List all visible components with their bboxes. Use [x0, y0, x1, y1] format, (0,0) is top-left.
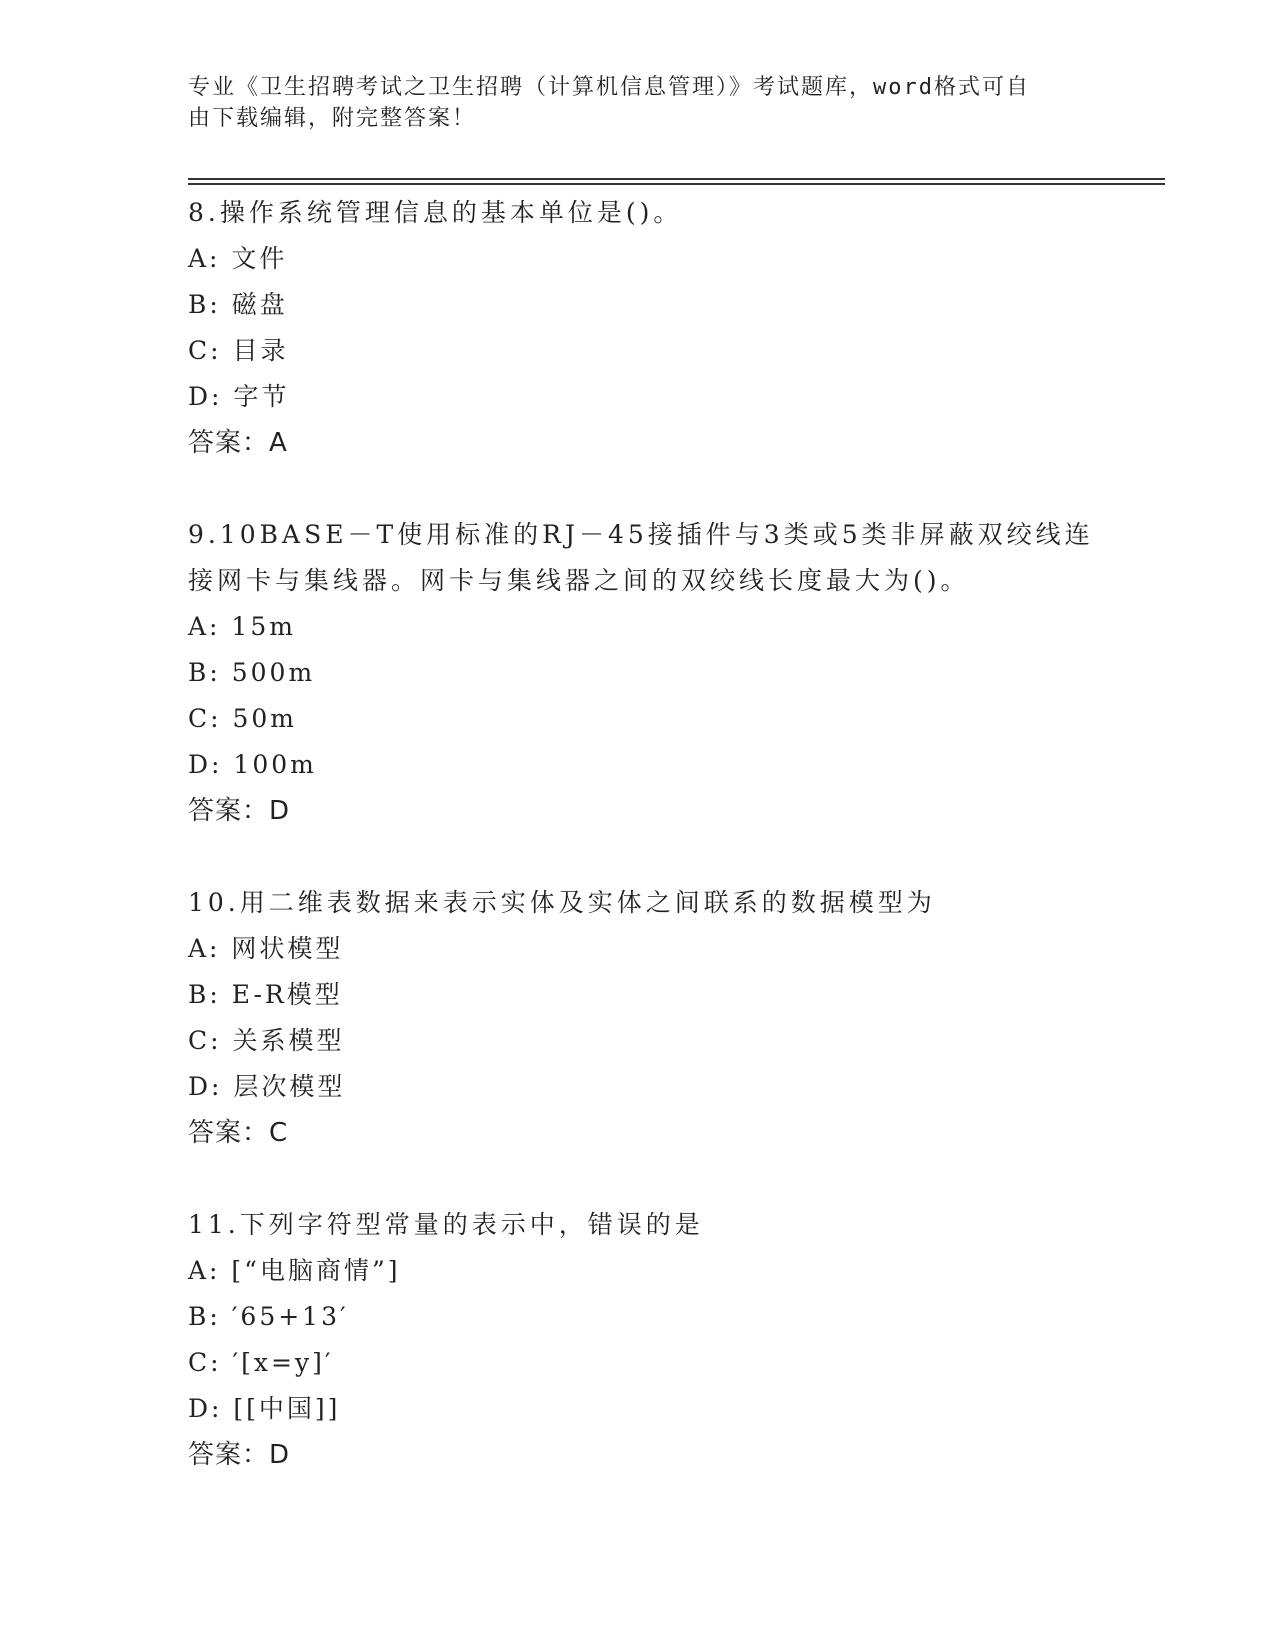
option-c: C: 目录: [188, 336, 289, 365]
option-a: A: 网状模型: [188, 934, 344, 963]
option-c: C: 关系模型: [188, 1026, 345, 1055]
option-b: B: ′65+13′: [188, 1302, 349, 1331]
option-c: C: 50m: [188, 704, 298, 733]
option-b: B: 磁盘: [188, 290, 288, 319]
question-stem: 11.下列字符型常量的表示中，错误的是: [188, 1210, 704, 1239]
option-b: B: E-R模型: [188, 980, 343, 1009]
question-9: [188, 512, 1168, 834]
answer-line: 答案：D: [188, 1440, 291, 1470]
header-divider-top: [188, 178, 1165, 180]
document-header: [188, 72, 1088, 134]
answer-line: 答案：C: [188, 1118, 289, 1148]
option-b: B: 500m: [188, 658, 316, 687]
question-stem: 10.用二维表数据来表示实体及实体之间联系的数据模型为: [188, 888, 936, 917]
question-list: [188, 190, 1168, 1524]
question-stem-line-2: 接网卡与集线器。网卡与集线器之间的双绞线长度最大为()。: [188, 566, 970, 595]
option-d: D: 层次模型: [188, 1072, 346, 1101]
option-a: A: [“电脑商情”]: [188, 1256, 401, 1285]
header-line-2: 由下载编辑，附完整答案！: [188, 106, 477, 131]
header-line-1: 专业《卫生招聘考试之卫生招聘（计算机信息管理）》考试题库，word格式可自: [188, 75, 1030, 100]
answer-line: 答案：A: [188, 428, 288, 458]
question-8: [188, 190, 1168, 466]
question-stem: 8.操作系统管理信息的基本单位是()。: [188, 198, 683, 227]
option-d: D: 100m: [188, 750, 317, 779]
question-11: [188, 1202, 1168, 1478]
header-divider-bottom: [188, 183, 1165, 185]
option-a: A: 15m: [188, 612, 296, 641]
option-a: A: 文件: [188, 244, 288, 273]
option-c: C: ′[x=y]′: [188, 1348, 334, 1377]
option-d: D: [[中国]]: [188, 1394, 341, 1423]
answer-line: 答案：D: [188, 796, 291, 826]
question-stem-line-1: 9.10BASE－T使用标准的RJ－45接插件与3类或5类非屏蔽双绞线连: [188, 520, 1094, 549]
question-10: [188, 880, 1168, 1156]
option-d: D: 字节: [188, 382, 290, 411]
